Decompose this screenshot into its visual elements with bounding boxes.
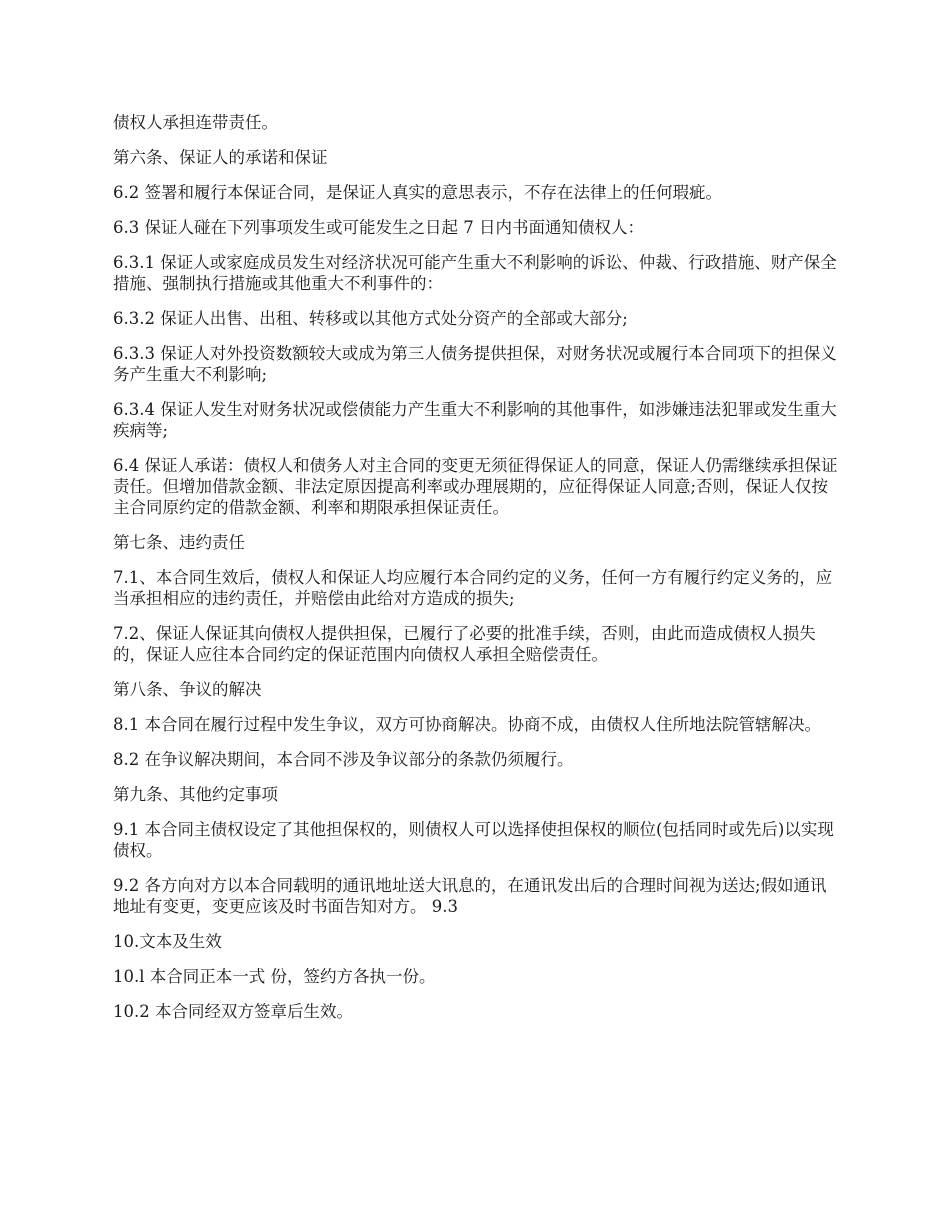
clause-7-1: 7.1、本合同生效后，债权人和保证人均应履行本合同约定的义务，任何一方有履行约定义务的，应当承担相应的违约责任，并赔偿由此给对方造成的损失; (113, 568, 833, 608)
heading-article-10: 10.文本及生效 (113, 932, 222, 951)
clause-10-1: 10.l 本合同正本一式 份，签约方各执一份。 (113, 967, 436, 986)
clause-8-1: 8.1 本合同在履行过程中发生争议，双方可协商解决。协商不成，由债权人住所地法院管辖解决。 (113, 715, 821, 734)
clause-8-2: 8.2 在争议解决期间，本合同不涉及争议部分的条款仍须履行。 (113, 750, 574, 769)
heading-article-6: 第六条、保证人的承诺和保证 (113, 148, 328, 167)
paragraph-liability-continuation: 债权人承担连带责任。 (113, 113, 278, 132)
clause-6-3-2: 6.3.2 保证人出售、出租、转移或以其他方式处分资产的全部或大部分; (113, 309, 628, 328)
clause-10-2: 10.2 本合同经双方签章后生效。 (113, 1002, 353, 1021)
clause-6-3-1: 6.3.1 保证人或家庭成员发生对经济状况可能产生重大不利影响的诉讼、仲裁、行政措施、财产保全措施、强制执行措施或其他重大不利事件的： (113, 253, 837, 293)
document-body (113, 112, 839, 1036)
heading-article-9: 第九条、其他约定事项 (113, 785, 278, 804)
clause-6-3-3: 6.3.3 保证人对外投资数额较大或成为第三人债务提供担保，对财务状况或履行本合同项下的担保义务产生重大不利影响; (113, 344, 837, 384)
clause-6-4: 6.4 保证人承诺：债权人和债务人对主合同的变更无须征得保证人的同意，保证人仍需继续承担保证责任。但增加借款金额、非法定原因提高利率或办理展期的，应征得保证人同意;否则，保证人仅按主合同原约定的借款金额、利率和期限承担保证责任。 (113, 456, 838, 517)
clause-9-1: 9.1 本合同主债权设定了其他担保权的，则债权人可以选择使担保权的顺位(包括同时或先后)以实现债权。 (113, 820, 834, 860)
clause-6-3: 6.3 保证人碰在下列事项发生或可能发生之日起 7 日内书面通知债权人： (113, 218, 644, 237)
clause-7-2: 7.2、保证人保证其向债权人提供担保，已履行了必要的批准手续，否则，由此而造成债权人损失的，保证人应往本合同约定的保证范围内向债权人承担全赔偿责任。 (113, 624, 816, 664)
clause-6-3-4: 6.3.4 保证人发生对财务状况或偿债能力产生重大不利影响的其他事件，如涉嫌违法犯罪或发生重大疾病等; (113, 400, 837, 440)
clause-9-2: 9.2 各方向对方以本合同载明的通讯地址送大讯息的，在通讯发出后的合理时间视为送达;假如通讯地址有变更，变更应该及时书面告知对方。 9.3 (113, 876, 827, 916)
heading-article-8: 第八条、争议的解决 (113, 680, 262, 699)
clause-6-2: 6.2 签署和履行本保证合同，是保证人真实的意思表示，不存在法律上的任何瑕疵。 (113, 183, 722, 202)
heading-article-7: 第七条、违约责任 (113, 533, 245, 552)
